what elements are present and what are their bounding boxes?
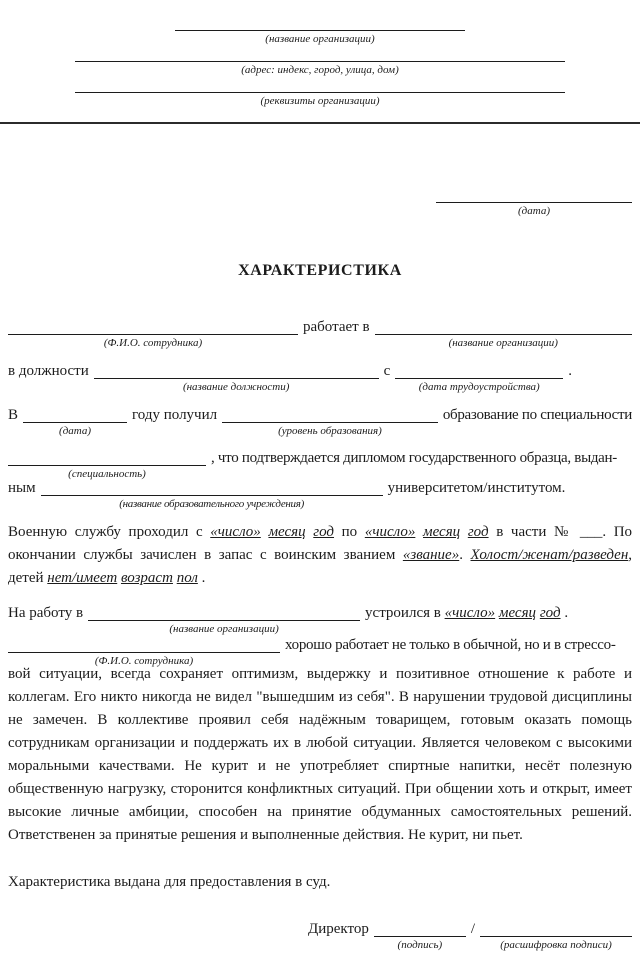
placeholder-text: «число»	[210, 524, 261, 540]
field-employee-name-2	[8, 636, 280, 666]
row-education	[8, 406, 632, 436]
received-text: году получил	[132, 407, 218, 423]
specialty-blank	[8, 449, 206, 466]
institution-suffix-text: университетом/институтом.	[387, 480, 566, 496]
education-level-blank	[222, 406, 438, 423]
position-period-text: .	[568, 363, 572, 379]
signature-name-blank	[480, 920, 632, 937]
placeholder-text: «число»	[364, 524, 416, 540]
org-requisites-caption: (реквизиты организации)	[260, 95, 380, 107]
job-prefix-text: На работу в	[8, 605, 84, 621]
position-caption: (название должности)	[182, 381, 290, 393]
text-segment: по	[334, 524, 365, 540]
field-institution	[41, 479, 383, 509]
position-prefix-text: в должности	[8, 363, 89, 379]
employee-name-caption-2: (Ф.И.О. сотрудника)	[94, 655, 194, 667]
row-stress-intro	[8, 636, 632, 666]
placeholder-text: возраст	[120, 570, 173, 586]
signature-separator: /	[470, 921, 476, 937]
placeholder-text: год	[467, 524, 489, 540]
field-date	[436, 186, 632, 216]
placeholder-text: нет/имеет	[47, 570, 118, 586]
specialty-caption: (специальность)	[68, 468, 146, 480]
employee-name-caption: (Ф.И.О. сотрудника)	[103, 337, 203, 349]
character-description-paragraph: вой ситуации, всегда сохраняет оптимизм, выдержку и позитивное отношение к работе и коллегам. Его никто никогда не видел "вышедшим из себя". В нарушении трудовой дисциплины не замечен. В коллективе проявил себя надёжным товарищем, готовым оказать помощь сотрудникам организации и поддержать их в любой ситуации. Является человеком с высокими моральными качествами. Не курит и не употребляет спиртные напитки, несёт полезную общественную нагрузку, сторонится конфликтных ситуаций. При общении хоть и открыт, имеет высокие личные амбиции, способен на принятие обдуманных самостоятельных решений. Ответственен за принятые решения и выполненные действия. Не курит, ни пьет.	[8, 666, 632, 843]
education-level-caption: (уровень образования)	[278, 425, 382, 437]
field-education-year	[23, 406, 127, 436]
military-service-paragraph	[8, 521, 632, 590]
org-requisites-blank	[75, 76, 565, 93]
org-address-caption: (адрес: индекс, город, улица, дом)	[241, 64, 399, 76]
text-segment	[460, 524, 468, 540]
signature-blank	[374, 920, 466, 937]
job-suffix-text	[360, 604, 573, 623]
stress-intro-text: хорошо работает не только в обычной, но и в стрессо-	[285, 637, 616, 653]
row-employee-works	[8, 318, 632, 348]
employee-name-blank	[8, 318, 298, 335]
text-segment: .	[197, 570, 206, 586]
field-organization	[375, 318, 632, 348]
placeholder-text: месяц	[423, 524, 461, 540]
text-segment: .	[560, 605, 569, 621]
works-at-text: работает в	[303, 319, 370, 335]
text-segment	[415, 524, 423, 540]
employment-date-caption: (дата трудоустройства)	[418, 381, 540, 393]
text-segment: устроился в	[365, 605, 445, 621]
job-organization-blank	[88, 604, 360, 621]
job-organization-caption: (название организации)	[169, 623, 279, 635]
row-institution	[8, 479, 632, 509]
row-job-start	[8, 604, 632, 634]
header-block	[8, 14, 632, 106]
text-segment: Военную службу проходил с	[8, 524, 211, 540]
institution-blank	[41, 479, 383, 496]
placeholder-text: Холост/женат/разведен	[470, 547, 629, 563]
purpose-line: Характеристика выдана для предоставления в суд.	[8, 874, 331, 890]
signature-name-caption: (расшифровка подписи)	[500, 939, 612, 951]
placeholder-text: «число»	[444, 605, 496, 621]
field-employee-name	[8, 318, 298, 348]
date-caption: (дата)	[518, 205, 550, 217]
director-label: Директор	[308, 921, 369, 937]
header-divider	[0, 122, 640, 124]
date-blank	[436, 186, 632, 203]
field-org-requisites	[75, 76, 565, 106]
education-suffix-text: образование по специальности	[442, 407, 632, 423]
placeholder-text: месяц	[498, 605, 537, 621]
diploma-text: , что подтверждается дипломом государственного образца, выдан-	[211, 450, 617, 466]
placeholder-text: «звание»	[402, 547, 460, 563]
org-name-blank	[175, 14, 465, 31]
org-name-caption: (название организации)	[265, 33, 375, 45]
position-blank	[94, 362, 379, 379]
employee-name-blank-2	[8, 636, 280, 653]
row-specialty	[8, 449, 632, 479]
row-position	[8, 362, 632, 392]
institution-prefix-text: ным	[8, 480, 36, 496]
employment-date-blank	[395, 362, 563, 379]
institution-caption: (название образовательного учреждения)	[119, 498, 304, 510]
education-prefix-text: В	[8, 407, 19, 423]
education-year-caption: (дата)	[59, 425, 91, 437]
text-segment: в части № ___. По окончании службы зачислен в запас с воинским званием	[8, 524, 633, 563]
field-signature-name	[480, 920, 632, 950]
signature-caption: (подпись)	[397, 939, 443, 951]
placeholder-text: год	[313, 524, 335, 540]
placeholder-text: год	[539, 605, 561, 621]
field-org-address	[75, 45, 565, 75]
field-position	[94, 362, 379, 392]
organization-blank	[375, 318, 632, 335]
text-segment: , детей	[8, 547, 633, 586]
placeholder-text: пол	[176, 570, 198, 586]
field-signature	[374, 920, 466, 950]
text-segment: .	[459, 547, 471, 563]
organization-caption: (название организации)	[448, 337, 558, 349]
field-employment-date	[395, 362, 563, 392]
org-address-blank	[75, 45, 565, 62]
since-text: с	[383, 363, 391, 379]
signature-block	[8, 920, 632, 950]
placeholder-text: месяц	[268, 524, 306, 540]
education-year-blank	[23, 406, 127, 423]
field-specialty	[8, 449, 206, 479]
page-title: ХАРАКТЕРИСТИКА	[238, 262, 402, 279]
field-education-level	[222, 406, 438, 436]
field-job-organization	[88, 604, 360, 634]
field-org-name	[175, 14, 465, 44]
